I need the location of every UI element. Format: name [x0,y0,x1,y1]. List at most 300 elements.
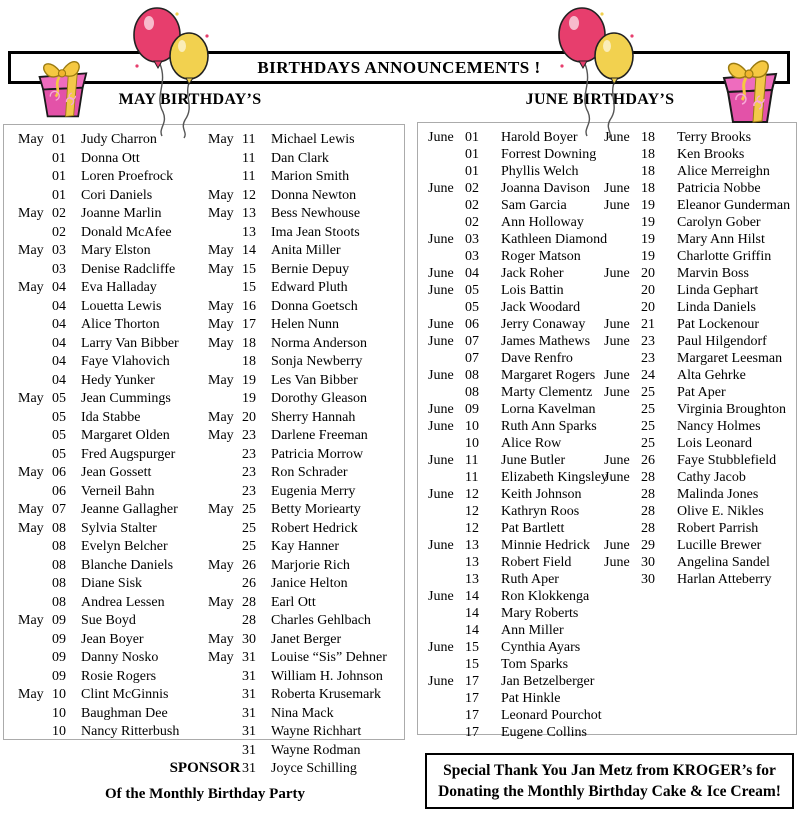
month-label: June [604,385,630,400]
month-label: May [208,335,234,351]
person-name: Helen Nunn [271,317,340,332]
day-label: 05 [52,446,66,462]
day-label: 04 [465,266,479,281]
person-name: Ron Klokkenga [501,589,590,604]
day-label: 09 [465,402,479,417]
person-name: Diane Sisk [81,576,143,591]
person-name: Olive E. Nikles [677,504,764,519]
birthday-entry [604,385,796,402]
birthday-entry [208,317,404,336]
birthday-entry [18,613,204,632]
day-label: 31 [242,705,256,721]
person-name: Louise “Sis” Dehner [271,650,387,665]
month-label: May [208,594,234,610]
day-label: 24 [641,368,655,383]
birthday-entry [208,669,404,688]
day-label: 16 [242,298,256,314]
person-name: Elizabeth Kingsley [501,470,608,485]
person-name: Paul Hilgendorf [677,334,767,349]
month-label: May [18,520,44,536]
day-label: 20 [641,266,655,281]
day-label: 12 [242,187,256,203]
birthday-entry [428,249,614,266]
day-label: 26 [641,453,655,468]
day-label: 31 [242,650,256,665]
person-name: Harlan Atteberry [677,572,772,587]
birthday-entry [208,373,404,392]
day-label: 12 [465,487,479,502]
day-label: 10 [52,724,66,739]
day-label: 23 [641,334,655,349]
day-label: 29 [641,538,655,553]
birthday-entry [428,657,614,674]
person-name: Sherry Hannah [271,409,356,425]
day-label: 07 [465,334,479,349]
birthday-entry [604,317,796,334]
day-label: 01 [465,130,479,145]
birthday-entry [208,595,404,614]
person-name: Betty Moriearty [271,502,361,517]
person-name: Donna Newton [271,187,357,203]
birthday-entry [428,487,614,504]
person-name: Roberta Krusemark [271,687,382,702]
day-label: 25 [242,502,256,517]
day-label: 02 [465,215,479,230]
day-label: 05 [52,409,66,425]
day-label: 19 [641,215,655,230]
birthday-entry [428,368,614,385]
birthday-entry [18,447,204,466]
person-name: Janet Berger [271,631,342,647]
day-label: 01 [465,164,479,179]
person-name: Cathy Jacob [677,470,746,485]
person-name: Wayne Richhart [271,724,362,739]
day-label: 04 [52,280,66,295]
birthday-entry [428,164,614,181]
person-name: Roger Matson [501,249,581,264]
birthday-entry [208,410,404,429]
birthday-entry [208,743,404,762]
birthday-entry [18,706,204,725]
person-name: Jerry Conaway [501,317,586,332]
person-name: Phyllis Welch [501,164,579,179]
person-name: Cynthia Ayars [501,640,581,655]
person-name: Les Van Bibber [271,372,358,388]
person-name: Eugene Collins [501,725,587,740]
may-birthday-column-2 [208,132,404,780]
day-label: 31 [242,668,256,684]
thank-you-text: Special Thank You Jan Metz from KROGER’s for Donating the Monthly Birthday Cake & Ice Cream! [438,762,781,800]
day-label: 06 [52,483,66,499]
june-birthday-column-1 [428,130,614,742]
person-name: Eugenia Merry [271,483,356,499]
day-label: 14 [465,623,479,638]
person-name: Nancy Ritterbush [81,724,180,739]
month-label: June [604,317,630,332]
person-name: Louetta Lewis [81,298,162,314]
birthday-entry [208,687,404,706]
day-label: 08 [52,594,66,610]
person-name: Clint McGinnis [81,687,169,702]
birthday-entry [604,300,796,317]
person-name: Ida Stabbe [81,409,141,425]
birthday-entry [428,725,614,742]
day-label: 08 [465,385,479,400]
day-label: 03 [52,261,66,277]
birthday-entry [604,249,796,266]
person-name: Sylvia Stalter [81,520,157,536]
birthday-entry [428,555,614,572]
birthday-entry [18,151,204,170]
birthday-entry [18,206,204,225]
month-label: June [428,419,454,434]
person-name: Marty Clementz [501,385,593,400]
birthday-entry [604,436,796,453]
person-name: Marvin Boss [677,266,749,281]
person-name: Margaret Rogers [501,368,596,383]
person-name: Ima Jean Stoots [271,224,360,240]
birthday-entry [208,132,404,151]
month-label: May [208,317,234,332]
person-name: Fred Augspurger [81,446,176,462]
month-label: June [428,232,454,247]
person-name: Margaret Leesman [677,351,783,366]
day-label: 18 [641,164,655,179]
day-label: 08 [52,576,66,591]
birthday-entry [18,336,204,355]
month-label: June [428,130,454,145]
day-label: 05 [465,283,479,298]
month-label: May [208,206,234,221]
day-label: 17 [465,674,479,689]
month-label: May [18,465,44,480]
person-name: Bess Newhouse [271,206,361,221]
day-label: 01 [52,150,66,166]
birthday-entry [208,243,404,262]
person-name: Bernie Depuy [271,261,350,277]
month-label: May [208,502,234,517]
day-label: 18 [242,354,256,369]
birthday-entry [208,465,404,484]
day-label: 14 [465,606,479,621]
month-label: June [428,317,454,332]
person-name: Lucille Brewer [677,538,762,553]
birthday-entry [428,708,614,725]
birthday-entry [18,484,204,503]
birthday-entry [428,640,614,657]
person-name: William H. Johnson [271,668,383,684]
balloons-icon [127,2,219,140]
birthday-entry [18,687,204,706]
birthday-entry [208,299,404,318]
person-name: Danny Nosko [81,650,159,665]
person-name: June Butler [501,453,566,468]
birthday-entry [428,606,614,623]
person-name: Lois Leonard [677,436,753,451]
person-name: Mary Ann Hilst [677,232,765,247]
day-label: 09 [52,668,66,684]
day-label: 20 [242,409,256,425]
birthday-entry [18,502,204,521]
day-label: 11 [242,150,256,166]
month-label: June [428,266,454,281]
birthday-entry [604,555,796,572]
day-label: 02 [52,224,66,240]
person-name: Michael Lewis [271,132,355,147]
month-label: May [208,557,234,573]
birthday-entry [428,436,614,453]
birthday-entry [604,470,796,487]
announcements-banner [8,51,790,84]
day-label: 01 [52,187,66,203]
birthday-entry [428,538,614,555]
month-label: June [604,470,630,485]
june-section-header: JUNE BIRTHDAY’S [525,91,675,108]
day-label: 04 [52,335,66,351]
birthday-entry [18,650,204,669]
person-name: Leonard Pourchot [501,708,602,723]
person-name: Joanne Marlin [81,206,162,221]
day-label: 23 [242,428,256,443]
day-label: 12 [465,521,479,536]
person-name: Carolyn Gober [677,215,761,230]
birthday-entry [208,613,404,632]
day-label: 01 [52,132,66,147]
person-name: Alice Thorton [81,317,160,332]
person-name: Eva Halladay [81,280,157,295]
day-label: 11 [465,470,479,485]
day-label: 07 [52,502,66,517]
birthday-entry [208,576,404,595]
birthday-entry [18,373,204,392]
birthday-entry [428,674,614,691]
person-name: Donna Ott [81,150,140,166]
gift-box-icon [706,48,792,126]
day-label: 18 [641,181,655,196]
day-label: 28 [641,521,655,536]
birthday-entry [604,232,796,249]
month-label: May [18,502,44,517]
birthday-entry [604,266,796,283]
person-name: Lorna Kavelman [501,402,596,417]
day-label: 19 [641,249,655,264]
birthday-entry [18,262,204,281]
month-label: June [428,283,454,298]
person-name: Ken Brooks [677,147,745,162]
day-label: 19 [242,391,256,406]
birthday-entry [208,447,404,466]
june-birthday-list [417,122,797,740]
birthday-entry [428,215,614,232]
birthday-entry [18,521,204,540]
gift-box-icon [22,50,102,120]
birthday-entry [428,181,614,198]
birthday-entry [428,385,614,402]
month-label: June [604,453,630,468]
day-label: 12 [465,504,479,519]
day-label: 11 [465,453,479,468]
person-name: Hedy Yunker [81,372,155,388]
month-label: June [604,538,630,553]
person-name: Malinda Jones [677,487,759,502]
birthday-entry [428,589,614,606]
birthday-entry [428,351,614,368]
day-label: 17 [465,691,479,706]
person-name: Lois Battin [501,283,564,298]
day-label: 23 [242,465,256,480]
day-label: 31 [242,742,256,758]
day-label: 09 [52,631,66,647]
birthday-entry [208,706,404,725]
month-label: June [604,198,630,213]
birthday-entry [604,572,796,589]
person-name: Wayne Rodman [271,742,361,758]
day-label: 28 [641,470,655,485]
day-label: 01 [465,147,479,162]
person-name: Joanna Davison [501,181,591,196]
person-name: Sonja Newberry [271,354,363,369]
day-label: 04 [52,354,66,369]
thank-you-box [425,753,794,809]
birthday-entry [208,650,404,669]
month-label: June [604,334,630,349]
birthday-entry [604,453,796,470]
person-name: Alice Row [501,436,562,451]
day-label: 02 [52,206,66,221]
day-label: 25 [641,385,655,400]
balloons-icon [552,2,644,140]
may-section-header: MAY BIRTHDAY’S [118,91,262,108]
birthday-entry [208,225,404,244]
day-label: 13 [465,555,479,570]
month-label: May [18,613,44,628]
birthday-entry [428,504,614,521]
day-label: 09 [52,650,66,665]
birthday-entry [208,428,404,447]
month-label: June [604,555,630,570]
day-label: 15 [465,657,479,672]
person-name: Andrea Lessen [81,594,165,610]
day-label: 30 [641,572,655,587]
person-name: Patricia Morrow [271,446,364,462]
person-name: Jack Woodard [501,300,581,315]
day-label: 25 [641,402,655,417]
person-name: Cori Daniels [81,187,153,203]
birthday-entry [604,402,796,419]
birthday-entry [604,538,796,555]
day-label: 17 [242,317,256,332]
person-name: Mary Roberts [501,606,579,621]
month-label: June [428,181,454,196]
day-label: 06 [52,465,66,480]
birthday-entry [18,225,204,244]
person-name: Denise Radcliffe [81,261,176,277]
person-name: Jean Gossett [81,465,152,480]
birthday-entry [208,521,404,540]
person-name: Ron Schrader [271,465,348,480]
day-label: 21 [641,317,655,332]
day-label: 10 [52,687,66,702]
birthday-entry [428,402,614,419]
birthday-entry [208,280,404,299]
birthday-entry [208,169,404,188]
june-birthday-column-2 [604,130,796,589]
day-label: 08 [465,368,479,383]
sponsor-note [40,760,370,803]
person-name: Jack Roher [501,266,564,281]
day-label: 20 [641,300,655,315]
day-label: 17 [465,725,479,740]
day-label: 10 [465,419,479,434]
day-label: 05 [52,391,66,406]
day-label: 28 [641,487,655,502]
month-label: June [428,589,454,604]
birthday-entry [18,428,204,447]
may-birthday-column-1 [18,132,204,743]
birthday-entry [428,266,614,283]
birthday-entry [604,521,796,538]
birthday-entry [18,280,204,299]
birthday-entry [428,283,614,300]
birthday-entry [18,724,204,743]
birthday-entry [604,164,796,181]
birthday-entry [428,317,614,334]
person-name: Charlotte Griffin [677,249,772,264]
day-label: 02 [465,181,479,196]
day-label: 15 [465,640,479,655]
birthday-entry [428,419,614,436]
person-name: Darlene Freeman [271,428,368,443]
person-name: Alta Gehrke [677,368,746,383]
birthday-entry [18,669,204,688]
person-name: Tom Sparks [501,657,569,672]
day-label: 23 [242,483,256,499]
person-name: Forrest Downing [501,147,597,162]
month-label: May [208,409,234,425]
person-name: Keith Johnson [501,487,582,502]
person-name: James Mathews [501,334,591,349]
birthday-entry [208,502,404,521]
person-name: Donald McAfee [81,224,172,240]
person-name: Donna Goetsch [271,298,358,314]
person-name: Pat Aper [677,385,726,400]
day-label: 18 [242,335,256,351]
month-label: May [208,261,234,277]
person-name: Verneil Bahn [81,483,155,499]
day-label: 14 [242,243,256,258]
person-name: Jeanne Gallagher [81,502,178,517]
day-label: 13 [242,206,256,221]
birthday-entry [604,334,796,351]
day-label: 26 [242,557,256,573]
sponsor-subtitle: Of the Monthly Birthday Party [105,786,305,802]
birthday-entry [428,300,614,317]
person-name: Marion Smith [271,169,350,184]
day-label: 18 [641,147,655,162]
person-name: Blanche Daniels [81,557,174,573]
day-label: 13 [242,224,256,240]
person-name: Robert Hedrick [271,520,358,536]
day-label: 28 [242,594,256,610]
birthday-entry [18,317,204,336]
person-name: Terry Brooks [677,130,752,145]
birthday-entry [208,632,404,651]
person-name: Loren Proefrock [81,169,174,184]
person-name: Dan Clark [271,150,329,166]
day-label: 19 [242,372,256,388]
day-label: 03 [52,243,66,258]
person-name: Patricia Nobbe [677,181,761,196]
